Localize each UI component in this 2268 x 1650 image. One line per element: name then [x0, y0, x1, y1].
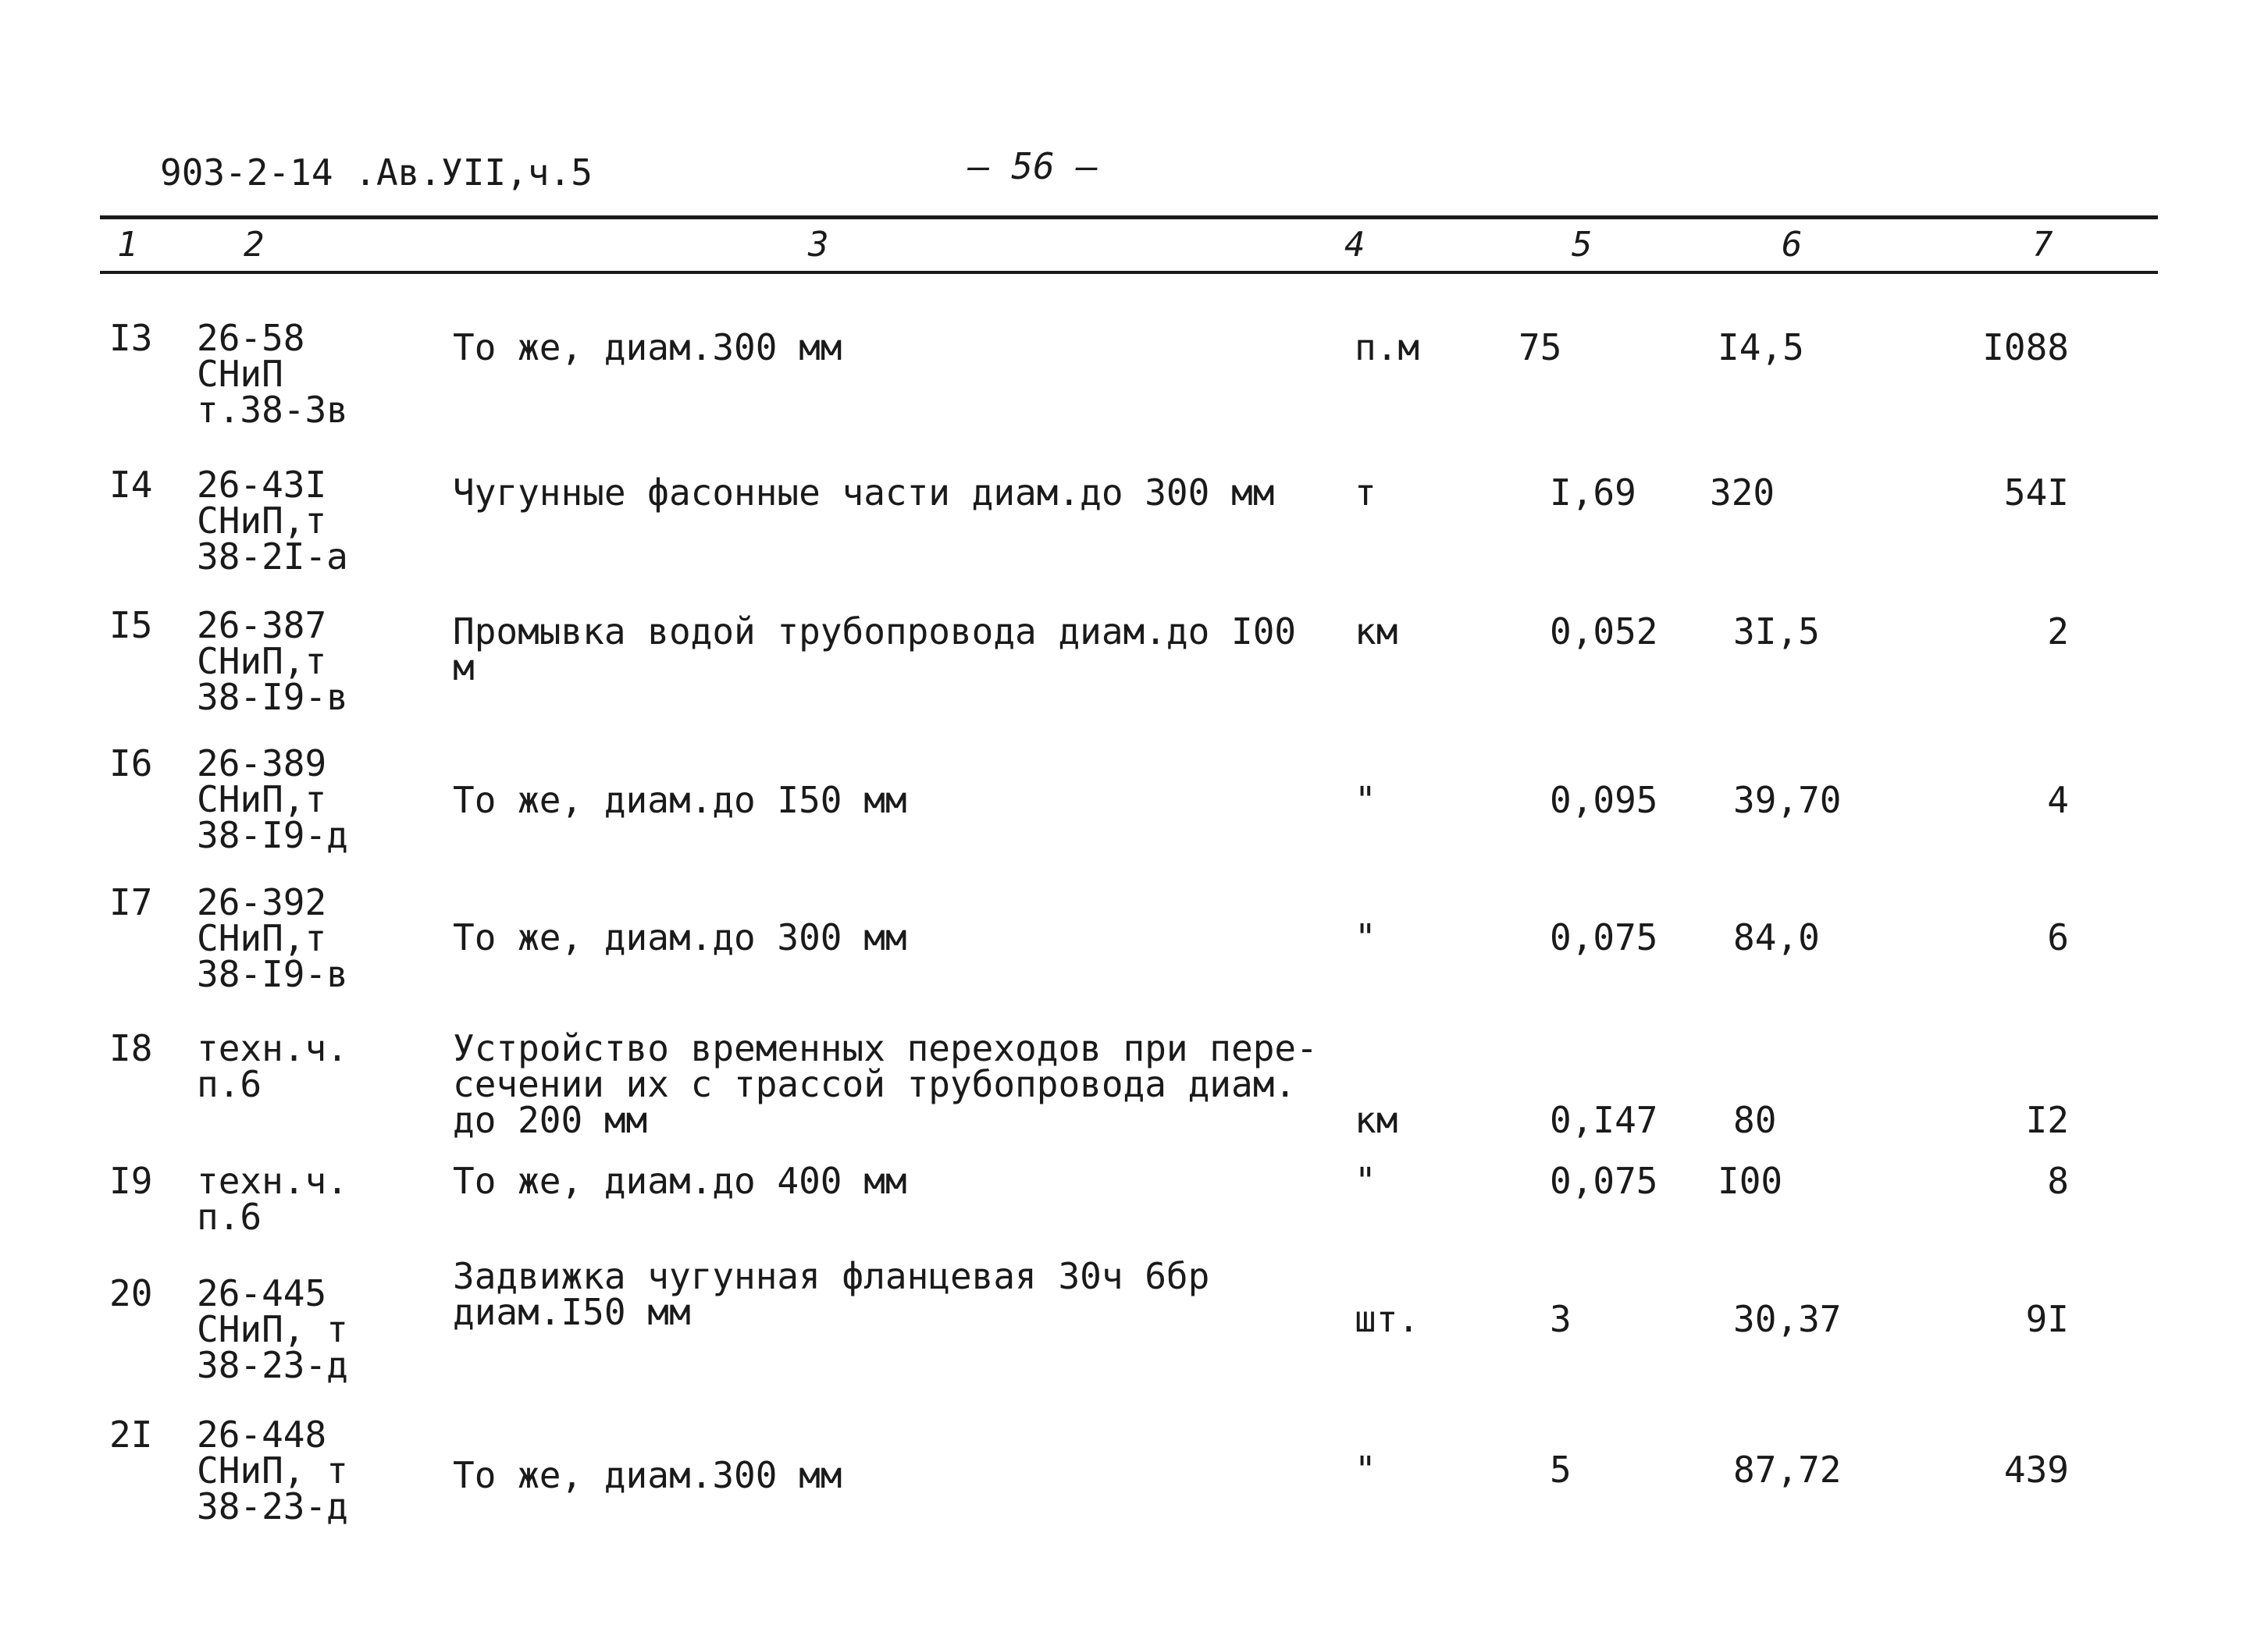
total-cost: 4	[2047, 779, 2069, 821]
quantity: 0,052	[1550, 610, 1658, 653]
unit: п.м	[1355, 326, 1420, 368]
unit: шт.	[1355, 1298, 1420, 1340]
total-cost: 8	[2047, 1160, 2069, 1202]
total-cost: 54I	[2003, 471, 2069, 514]
unit: "	[1355, 916, 1376, 958]
norm-code: 26-43I СНиП,т 38-2I-а	[197, 464, 348, 578]
total-cost: I088	[1982, 326, 2069, 368]
unit-price: 30,37	[1733, 1298, 1842, 1340]
column-number-5: 5	[1572, 225, 1593, 265]
column-number-7: 7	[2032, 225, 2053, 265]
unit: "	[1355, 1449, 1376, 1491]
unit: "	[1355, 779, 1376, 821]
work-description: То же, диам.до I50 мм	[453, 779, 907, 821]
unit-price: 80	[1733, 1099, 1777, 1141]
quantity: 0,075	[1550, 916, 1658, 958]
column-number-3: 3	[808, 225, 829, 265]
work-description: То же, диам.до 300 мм	[453, 916, 907, 958]
column-number-1: 1	[117, 225, 138, 265]
norm-code: 26-448 СНиП, т 38-23-д	[197, 1414, 348, 1527]
row-number: I6	[109, 742, 153, 784]
row-number: I3	[109, 317, 153, 359]
work-description: Устройство временных переходов при пере- сечении их с трассой трубопровода диам. до 200 мм	[453, 1027, 1318, 1141]
row-number: I4	[109, 464, 153, 506]
quantity: 75	[1519, 326, 1562, 368]
unit-price: 3I,5	[1733, 610, 1820, 653]
row-number: I5	[109, 604, 153, 646]
norm-code: 26-392 СНиП,т 38-I9-в	[197, 881, 348, 995]
unit-price: 39,70	[1733, 779, 1842, 821]
document-code: 903-2-14 .Ав.УII,ч.5	[160, 151, 593, 194]
quantity: 0,075	[1550, 1160, 1658, 1202]
norm-code: 26-387 СНиП,т 38-I9-в	[197, 604, 348, 718]
work-description: Чугунные фасонные части диам.до 300 мм	[453, 471, 1275, 514]
norm-code: 26-389 СНиП,т 38-I9-д	[197, 742, 348, 856]
unit-price: 320	[1710, 471, 1775, 514]
unit: т	[1355, 471, 1376, 514]
quantity: I,69	[1550, 471, 1636, 514]
row-number: I9	[109, 1160, 153, 1202]
work-description: То же, диам.300 мм	[453, 326, 842, 368]
table-top-rule	[100, 215, 2158, 219]
total-cost: I2	[2025, 1099, 2069, 1141]
row-number: I8	[109, 1027, 153, 1069]
unit: км	[1355, 1099, 1398, 1141]
total-cost: 439	[2003, 1449, 2069, 1491]
norm-code: техн.ч. п.6	[197, 1160, 348, 1238]
table-header-rule	[100, 271, 2158, 274]
quantity: 3	[1550, 1298, 1572, 1340]
unit-price: I00	[1718, 1160, 1783, 1202]
column-number-6: 6	[1782, 225, 1803, 265]
work-description: То же, диам.до 400 мм	[453, 1160, 907, 1202]
total-cost: 9I	[2025, 1298, 2069, 1340]
column-number-4: 4	[1344, 225, 1365, 265]
row-number: I7	[109, 881, 153, 923]
row-number: 20	[109, 1272, 153, 1314]
work-description: Промывка водой трубопровода диам.до I00 м	[453, 610, 1297, 688]
unit-price: 87,72	[1733, 1449, 1842, 1491]
total-cost: 6	[2047, 916, 2069, 958]
unit-price: I4,5	[1718, 326, 1804, 368]
quantity: 0,I47	[1550, 1099, 1658, 1141]
norm-code: техн.ч. п.6	[197, 1027, 348, 1105]
work-description: Задвижка чугунная фланцевая 30ч 6бр диам.I50 мм	[453, 1255, 1210, 1333]
work-description: То же, диам.300 мм	[453, 1454, 842, 1496]
norm-code: 26-445 СНиП, т 38-23-д	[197, 1272, 348, 1386]
column-number-2: 2	[244, 225, 265, 265]
page-number: — 56 —	[968, 145, 1098, 187]
unit-price: 84,0	[1733, 916, 1820, 958]
unit: км	[1355, 610, 1398, 653]
row-number: 2I	[109, 1414, 153, 1456]
quantity: 5	[1550, 1449, 1572, 1491]
total-cost: 2	[2047, 610, 2069, 653]
quantity: 0,095	[1550, 779, 1658, 821]
unit: "	[1355, 1160, 1376, 1202]
norm-code: 26-58 СНиП т.38-3в	[197, 317, 348, 431]
